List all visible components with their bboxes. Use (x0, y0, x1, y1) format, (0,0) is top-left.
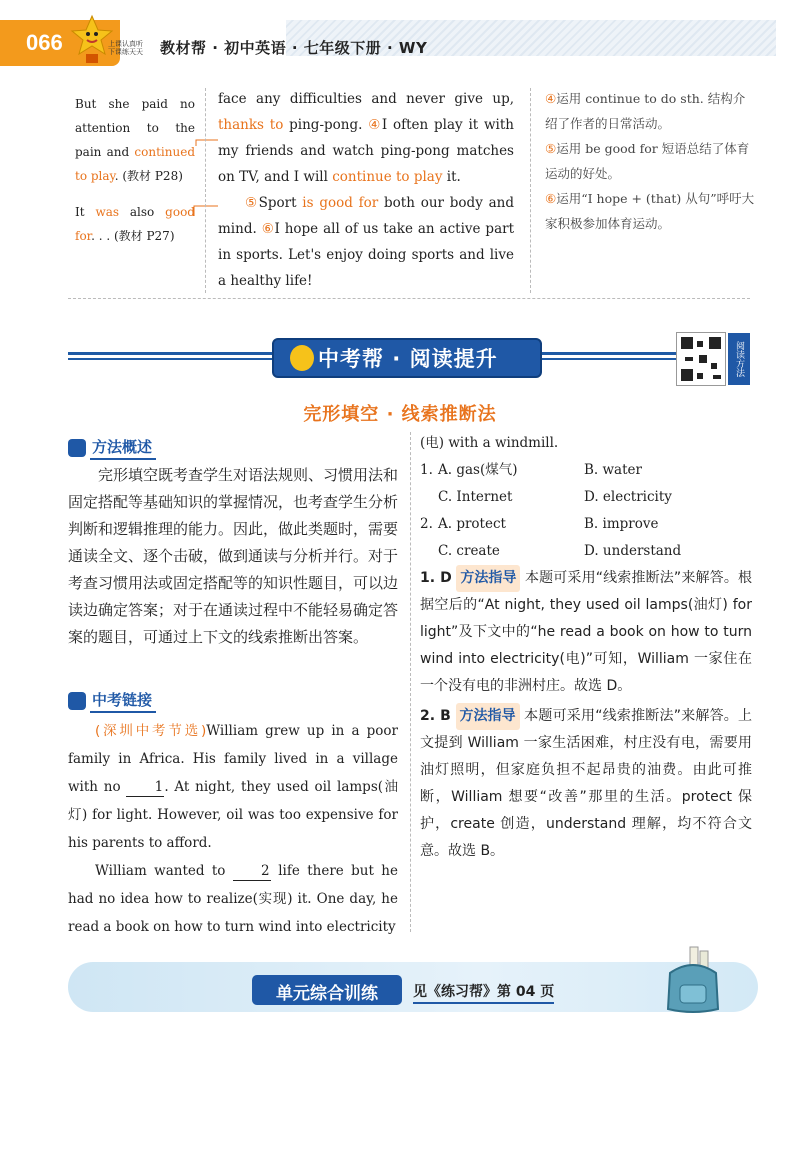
header-title: 教材帮 · 初中英语 · 七年级下册 · WY (160, 39, 428, 57)
column-divider (410, 432, 412, 932)
passage-paragraph-2: William wanted to 2 life there but he had no idea how to realize(实现) it. One day, he read a book on how to turn wind into electricity (68, 863, 398, 935)
method-overview-tag: 方法概述 (68, 437, 156, 459)
question-2: 2. A. protect B. improve C. create D. understand (420, 516, 682, 559)
right-note-6: ⑥运用“I hope + (that) 从句”呼吁大家积极参加体育运动。 (545, 191, 755, 231)
exam-link-tag: 中考链接 (68, 690, 156, 712)
question-1: 1. A. gas(煤气) B. water C. Internet D. electricity (420, 462, 672, 505)
right-note-4: ④运用 continue to do sth. 结构介绍了作者的日常活动。 (545, 91, 746, 131)
passage-continuation: (电) with a windmill. (420, 435, 559, 451)
header-slogan: 上课认真听 下课练天天 (108, 40, 143, 56)
section-subtitle: 完形填空 · 线索推断法 (303, 404, 497, 425)
column-divider (205, 88, 207, 293)
model-essay (218, 86, 514, 294)
qr-code-icon[interactable] (676, 332, 726, 386)
method-guide-badge: 方法指导 (456, 703, 520, 730)
right-note-5: ⑤运用 be good for 短语总结了体育运动的好处。 (545, 141, 750, 181)
section-divider (68, 298, 750, 299)
note-2: It was also good for. . . (教材 P27) (75, 205, 195, 243)
page-number: 066 (26, 30, 63, 55)
footer-reference: 见《练习帮》第 04 页 (413, 981, 554, 1004)
column-divider (530, 88, 532, 293)
banner-title: 中考帮 · 阅读提升 (318, 347, 498, 371)
backpack-icon (660, 945, 726, 1015)
method-body: 完形填空既考查学生对语法规则、习惯用法和固定搭配等基础知识的掌握情况，也考查学生分析判断和逻辑推理的能力。因此，做此类题时，需要通读全文、逐个击破，做到通读与分析并行。对于考查习惯用法或固定搭配等的知识性题目，可以边读边确定答案；对于在通读过程中不能轻易确定答案的题目，可通过上下文的线索推断出答案。 (68, 466, 399, 646)
note-1: But she paid no attention to the pain and continued to play. (教材 P28) (75, 97, 195, 183)
method-icon (68, 439, 86, 457)
footer-tab-label: 单元综合训练 (276, 984, 378, 1004)
answer-1: 1. D 方法指导 本题可采用“线索推断法”来解答。根据空后的“At night, they used oil lamps(油灯) for light”及下文中的“he read a book on how to turn wind into electricity(电)”可知，William 一家住在一个没有电的非洲村庄。故选 D。 (420, 565, 752, 700)
blank-2: 2 (233, 862, 271, 881)
questions-and-answers (420, 430, 752, 865)
passage-paragraph-1: (深圳中考节选)William grew up in a poor family in Africa. His family lived in a village with no 1. At night, they used oil lamps(油灯) for light. However, oil was too expensive for his parents to afford. (68, 723, 398, 851)
star-mascot-icon (70, 14, 114, 64)
right-notes (545, 86, 755, 236)
left-notes (75, 92, 195, 248)
cloze-passage (68, 717, 398, 941)
essay-paragraph-2: ⑤Sport is good for both our body and mind. ⑥I hope all of us take an active part in sports. Let's enjoy doing sports and live a healthy life! (218, 195, 514, 289)
method-guide-badge: 方法指导 (456, 565, 520, 592)
answer-2: 2. B 方法指导 本题可采用“线索推断法”来解答。上文提到 William 一家生活困难，村庄没有电，需要用油灯照明，但家庭负担不起昂贵的油费。由此可推断，William 想要“改善”那里的生活。protect 保护，create 创造，understand 理解，均不符合文意。故选 B。 (420, 703, 752, 865)
blank-1: 1 (126, 778, 164, 797)
qr-label: 阅读方法 (728, 333, 750, 385)
essay-paragraph-1: face any difficulties and never give up, thanks to ping-pong. ④I often play it with my friends and watch ping-pong matches on TV, and I will continue to play it. (218, 91, 514, 185)
link-icon (68, 692, 86, 710)
lightbulb-icon (290, 345, 314, 371)
